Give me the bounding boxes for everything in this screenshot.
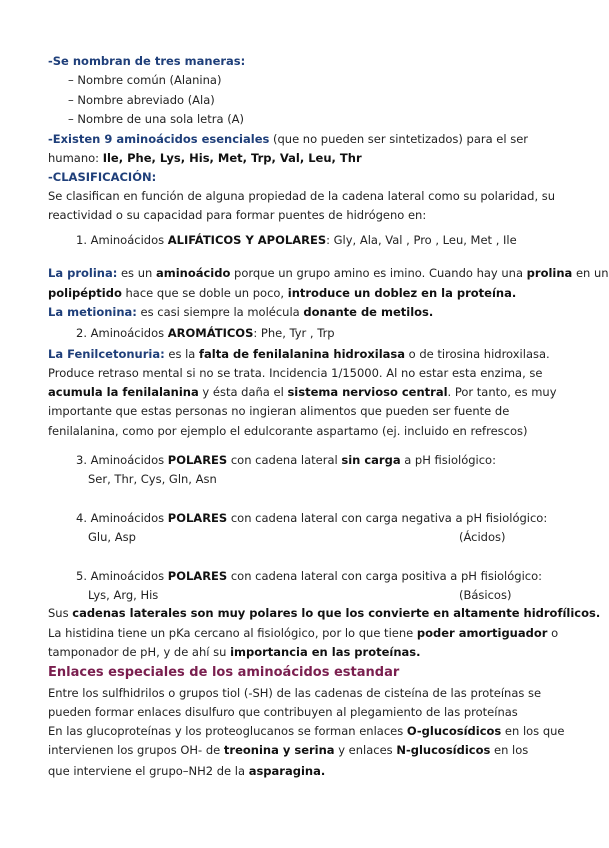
- group-3-mid: con cadena lateral: [227, 453, 342, 467]
- polares-line-2: [48, 626, 558, 640]
- enlaces-text-e: treonina y serina: [223, 743, 335, 757]
- enlaces-line-1: Entre los sulfhidrilos o grupos tiol (-SH) de las cadenas de cisteína de las proteínas se: [48, 686, 542, 700]
- intro-heading: -Se nombran de tres maneras:: [48, 54, 246, 68]
- group-1-prefix: 1. Aminoácidos: [76, 233, 168, 247]
- group-1-name: ALIFÁTICOS Y APOLARES: [167, 233, 327, 247]
- group-4-prefix: 4. Aminoácidos: [76, 511, 168, 525]
- group-1-rest: : Gly, Ala, Val , Pro , Leu, Met , Ile: [326, 233, 517, 247]
- group-5-tag: (Básicos): [459, 588, 512, 602]
- clasificacion-heading: -CLASIFICACIÓN:: [48, 170, 157, 184]
- group-4-rest: con cadena lateral con carga negativa a pH fisiológico:: [227, 511, 548, 525]
- polares-line-3: [48, 645, 421, 659]
- metionina-line: [48, 305, 433, 319]
- group-3-rest: a pH fisiológico:: [400, 453, 496, 467]
- name-item-abbrev: – Nombre abreviado (Ala): [68, 93, 215, 107]
- enlaces-text-c: en los que: [501, 724, 565, 738]
- enlaces-text-i: que interviene el grupo–NH2 de la: [48, 764, 249, 778]
- prolina-term: La prolina:: [48, 266, 118, 280]
- esenciales-text-2: humano:: [48, 151, 103, 165]
- name-item-letter: – Nombre de una sola letra (A): [68, 112, 245, 126]
- enlaces-text-b: O-glucosídicos: [406, 724, 502, 738]
- fenil-line-3: [48, 385, 557, 399]
- enlaces-text-d: intervienen los grupos OH- de: [48, 743, 224, 757]
- prolina-text-b: aminoácido: [155, 266, 231, 280]
- polares-text-b: cadenas laterales son muy polares lo que los convierte en altamente hidrofílicos.: [72, 606, 601, 620]
- group-3-bold: sin carga: [341, 453, 401, 467]
- prolina-text-d: prolina: [526, 266, 573, 280]
- group-1: [76, 233, 517, 247]
- polares-text-c: La histidina tiene un pKa cercano al fisiológico, por lo que tiene: [48, 626, 417, 640]
- metionina-bold: donante de metilos.: [303, 305, 434, 319]
- group-2-rest: : Phe, Tyr , Trp: [253, 326, 335, 340]
- group-4-tag: (Ácidos): [459, 530, 506, 544]
- prolina-text-h: introduce un doblez en la proteína.: [287, 286, 517, 300]
- polares-text-e: o: [547, 626, 559, 640]
- fenil-term: La Fenilcetonuria:: [48, 347, 165, 361]
- esenciales-text: (que no pueden ser sintetizados) para el ser: [269, 132, 529, 146]
- prolina-text-e: en un: [572, 266, 609, 280]
- group-2: [76, 326, 335, 340]
- group-4: [76, 511, 547, 525]
- prolina-line-1: [48, 266, 609, 280]
- esenciales-list: Ile, Phe, Lys, His, Met, Trp, Val, Leu, Thr: [102, 151, 362, 165]
- enlaces-line-2: pueden formar enlaces disulfuro que contribuyen al plegamiento de las proteínas: [48, 705, 518, 719]
- group-3-list: Ser, Thr, Cys, Gln, Asn: [88, 472, 217, 486]
- group-3-prefix: 3. Aminoácidos: [76, 453, 168, 467]
- prolina-text-f: polipéptido: [48, 286, 122, 300]
- fenil-line-1: [48, 347, 550, 361]
- prolina-text-a: es un: [117, 266, 156, 280]
- metionina-text: es casi siempre la molécula: [136, 305, 304, 319]
- polares-text-d: poder amortiguador: [416, 626, 548, 640]
- enlaces-line-5: [48, 764, 325, 778]
- prolina-text-c: porque un grupo amino es imino. Cuando hay una: [230, 266, 527, 280]
- fenil-text-a: es la: [164, 347, 199, 361]
- polares-text-g: importancia en las proteínas.: [230, 645, 421, 659]
- prolina-line-2: [48, 286, 516, 300]
- polares-text-f: tamponador de pH, y de ahí su: [48, 645, 231, 659]
- group-5-prefix: 5. Aminoácidos: [76, 569, 168, 583]
- group-4-list: Glu, Asp: [88, 530, 136, 544]
- esenciales-line-2: [48, 151, 362, 165]
- esenciales-line-1: [48, 132, 528, 146]
- metionina-term: La metionina:: [48, 305, 137, 319]
- group-2-prefix: 2. Aminoácidos: [76, 326, 168, 340]
- group-5-name: POLARES: [167, 569, 228, 583]
- group-4-name: POLARES: [167, 511, 228, 525]
- fenil-text-d: acumula la fenilalanina: [48, 385, 199, 399]
- fenil-text-f: sistema nervioso central: [287, 385, 448, 399]
- enlaces-line-4: [48, 743, 528, 757]
- enlaces-text-h: en los: [490, 743, 529, 757]
- group-5-list: Lys, Arg, His: [88, 588, 159, 602]
- fenil-line-2: Produce retraso mental si no se trata. Incidencia 1/15000. Al no estar esta enzima, se: [48, 366, 543, 380]
- enlaces-heading: Enlaces especiales de los aminoácidos estandar: [48, 665, 400, 680]
- polares-text-a: Sus: [48, 606, 73, 620]
- name-item-common: – Nombre común (Alanina): [68, 73, 222, 87]
- group-5-rest: con cadena lateral con carga positiva a pH fisiológico:: [227, 569, 543, 583]
- fenil-text-c: o de tirosina hidroxilasa.: [405, 347, 550, 361]
- polares-line-1: [48, 606, 600, 620]
- clasificacion-line-2: reactividad o su capacidad para formar puentes de hidrógeno en:: [48, 208, 427, 222]
- fenil-text-e: y ésta daña el: [198, 385, 288, 399]
- group-5: [76, 569, 542, 583]
- fenil-line-5: fenilalanina, como por ejemplo el edulcorante aspartamo (ej. incluido en refrescos): [48, 424, 528, 438]
- group-3: [76, 453, 496, 467]
- enlaces-line-3: [48, 724, 564, 738]
- enlaces-text-j: asparagina.: [248, 764, 326, 778]
- enlaces-text-f: y enlaces: [334, 743, 397, 757]
- enlaces-text-a: En las glucoproteínas y los proteoglucanos se forman enlaces: [48, 724, 407, 738]
- prolina-text-g: hace que se doble un poco,: [121, 286, 288, 300]
- fenil-text-b: falta de fenilalanina hidroxilasa: [199, 347, 406, 361]
- fenil-text-g: . Por tanto, es muy: [447, 385, 557, 399]
- esenciales-lead: -Existen 9 aminoácidos esenciales: [48, 132, 270, 146]
- group-2-name: AROMÁTICOS: [167, 326, 254, 340]
- enlaces-text-g: N-glucosídicos: [396, 743, 491, 757]
- fenil-line-4: importante que estas personas no ingieran alimentos que pueden ser fuente de: [48, 404, 510, 418]
- group-3-name: POLARES: [167, 453, 228, 467]
- clasificacion-line-1: Se clasifican en función de alguna propiedad de la cadena lateral como su polaridad, su: [48, 189, 556, 203]
